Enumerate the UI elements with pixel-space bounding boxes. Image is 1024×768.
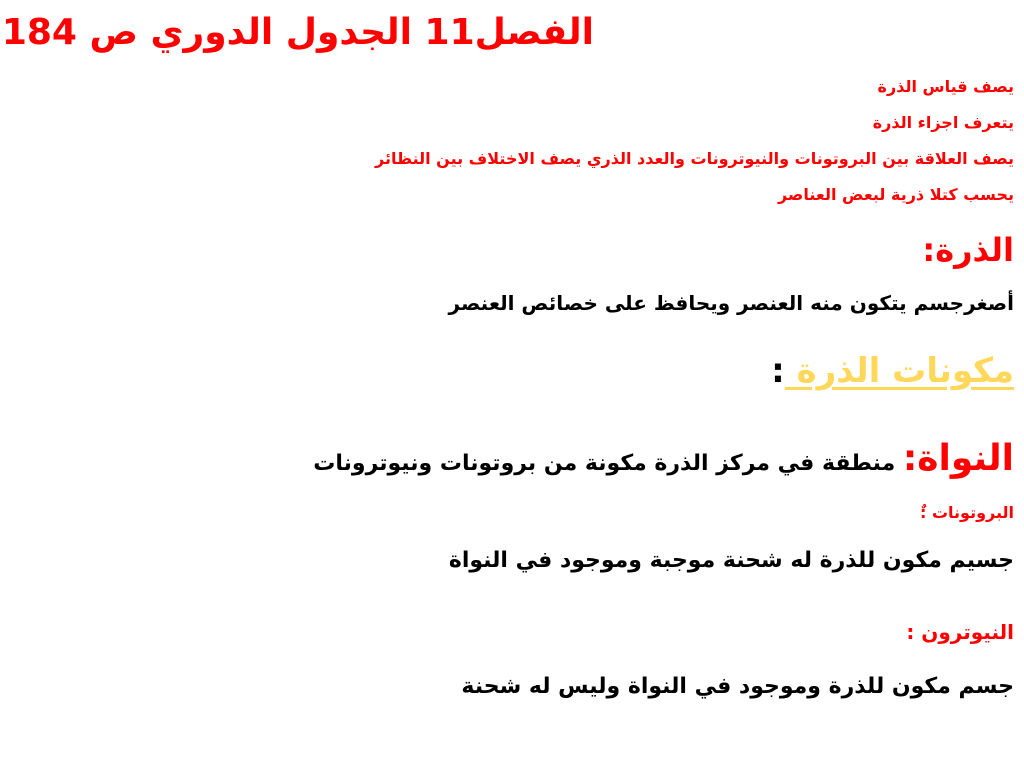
components-heading-text: مكونات الذرة — [784, 351, 1014, 391]
neutron-label: النيوترون : — [906, 620, 1014, 644]
objective-item: يتعرف اجزاء الذرة — [872, 113, 1014, 132]
nucleus-definition: منطقة في مركز الذرة مكونة من بروتونات ونيوترونات — [313, 451, 896, 476]
components-heading-colon: : — [771, 351, 785, 391]
objective-item: يصف العلاقة بين البروتونات والنيوترونات والعدد الذري يصف الاختلاف بين النظائر — [375, 149, 1014, 168]
nucleus-label: النواة: — [902, 438, 1014, 479]
slide-title: الفصل11 الجدول الدوري ص 184 — [1, 12, 594, 53]
atom-heading: الذرة: — [922, 231, 1014, 269]
neutron-definition: جسم مكون للذرة وموجود في النواة وليس له شحنة — [461, 674, 1014, 699]
protons-definition: جسيم مكون للذرة له شحنة موجبة وموجود في النواة — [448, 548, 1014, 573]
objective-item: يحسب كتلا ذرية لبعض العناصر — [777, 185, 1014, 204]
atom-definition: أصغرجسم يتكون منه العنصر ويحافظ على خصائص العنصر — [448, 291, 1014, 315]
nucleus-row — [313, 438, 1014, 479]
objective-item: يصف قياس الذرة — [877, 77, 1014, 96]
protons-label: البروتونات :ٌ — [919, 503, 1014, 522]
components-heading — [771, 352, 1014, 391]
